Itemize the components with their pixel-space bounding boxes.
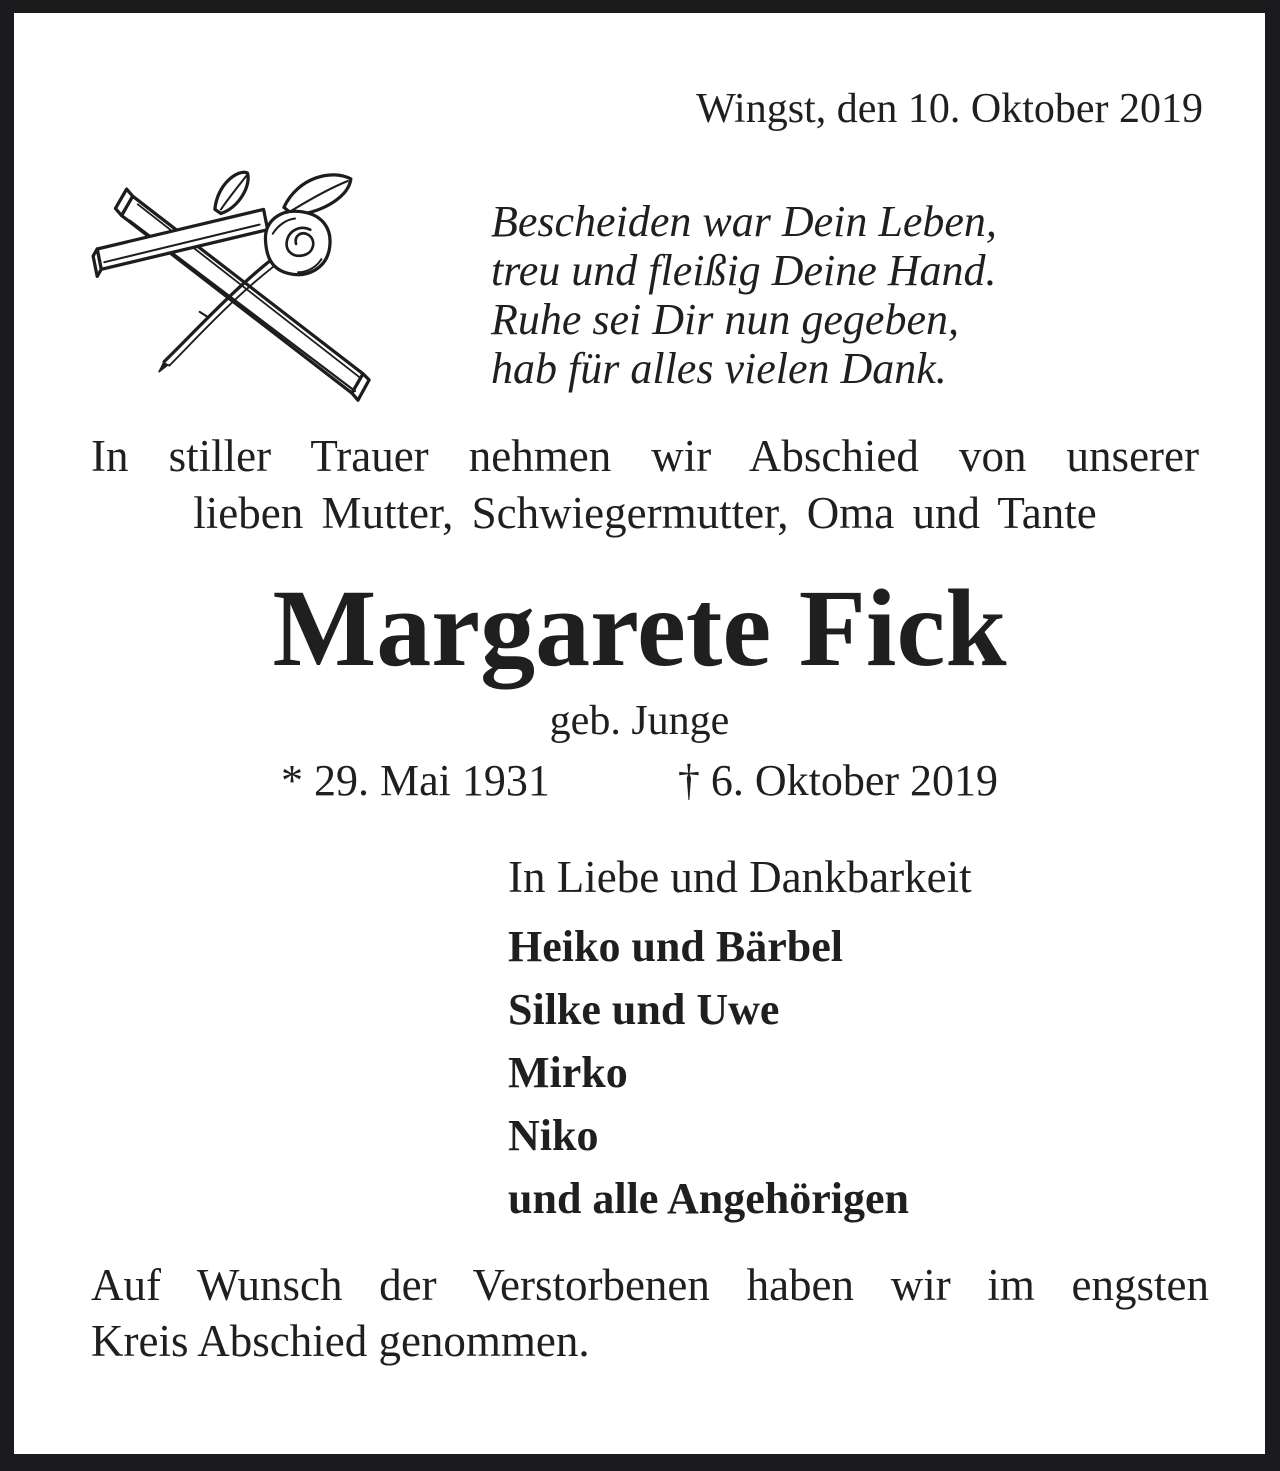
birth-date: * 29. Mai 1931 [280, 756, 550, 805]
mourner-name: und alle Angehörigen [508, 1174, 909, 1223]
verse-line: hab für alles vielen Dank. [491, 344, 947, 393]
memorial-verse [491, 197, 997, 393]
mourner-name: Mirko [508, 1048, 628, 1097]
verse-line: treu und fleißig Deine Hand. [491, 246, 997, 295]
tribute-line: In Liebe und Dankbarkeit [508, 852, 972, 902]
mourners-list [508, 915, 909, 1230]
dateline: Wingst, den 10. Oktober 2019 [696, 86, 1203, 132]
life-dates [14, 755, 1265, 806]
verse-line: Bescheiden war Dein Leben, [491, 197, 997, 246]
mourner-name: Heiko und Bärbel [508, 922, 843, 971]
cross-and-rose-illustration [85, 162, 430, 407]
mourner-name: Silke und Uwe [508, 985, 780, 1034]
mourner-name: Niko [508, 1111, 599, 1160]
closing-line-2: Kreis Abschied genommen. [91, 1316, 590, 1366]
death-date: † 6. Oktober 2019 [677, 756, 999, 805]
intro-line-2: lieben Mutter, Schwiegermutter, Oma und Tante [193, 488, 1097, 538]
closing-line-1: Auf Wunsch der Verstorbenen haben wir im engsten [91, 1260, 1209, 1310]
verse-line: Ruhe sei Dir nun gegeben, [491, 295, 959, 344]
maiden-name: geb. Junge [549, 698, 730, 744]
intro-line-1: In stiller Trauer nehmen wir Abschied von unserer [91, 431, 1199, 481]
deceased-name: Margarete Fick [272, 567, 1007, 689]
intro-paragraph [91, 428, 1199, 542]
closing-paragraph [91, 1257, 1209, 1369]
